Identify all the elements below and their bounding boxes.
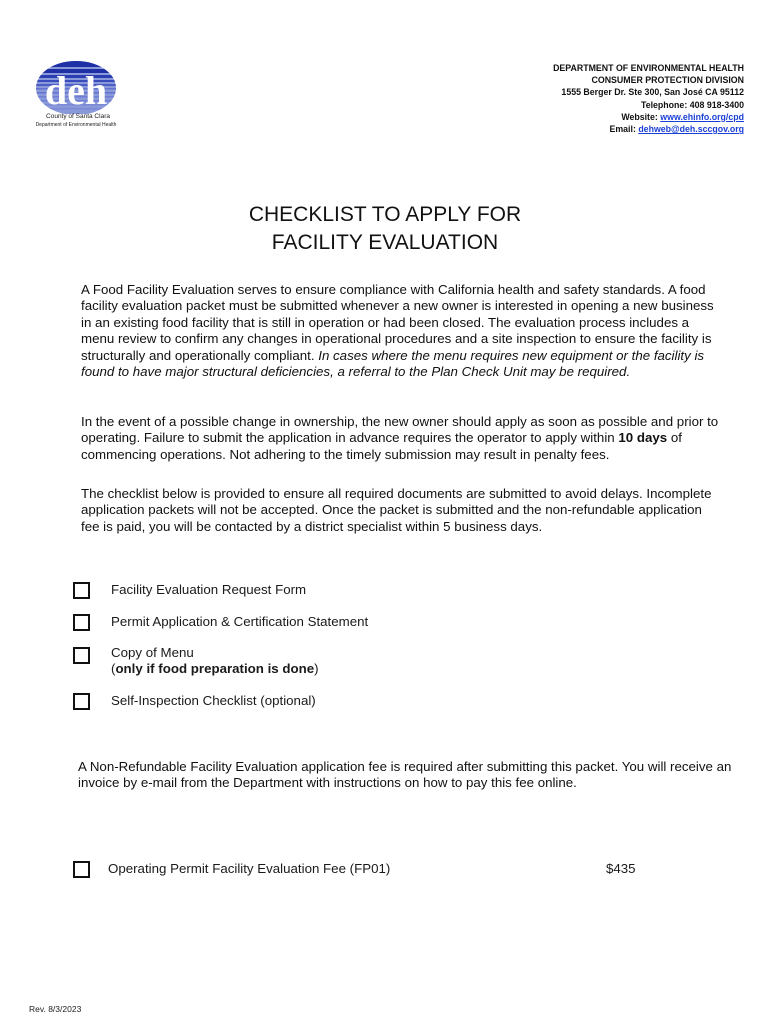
- division-name: CONSUMER PROTECTION DIVISION: [591, 75, 744, 86]
- intro-text: A Food Facility Evaluation serves to ensure compliance with California health and safety standards. A food facility evaluation packet must be submitted whenever a new owner is interested in opening a new business in an existing food facility that is still in operation or had been closed. The evaluation process includes a menu review to confirm any changes in operational procedures and a site inspection to ensure the facility is structurally and operationally compliant.: [81, 282, 714, 363]
- telephone: Telephone: 408 918-3400: [640, 99, 744, 110]
- note-bold-text: only if food preparation is done: [115, 661, 315, 677]
- ownership-text-after: of commencing operations. Not adhering to the timely submission may result in penalty fees.: [81, 430, 682, 462]
- website-label: Website:: [621, 111, 661, 122]
- checklist-note: [111, 661, 319, 677]
- checkbox[interactable]: [73, 582, 90, 599]
- ownership-paragraph: [81, 414, 721, 463]
- checklist-item: [73, 645, 319, 678]
- email-line: [553, 123, 744, 135]
- note-close-paren: ): [314, 661, 319, 677]
- title-line-2: FACILITY EVALUATION: [271, 231, 499, 254]
- checklist-item: [73, 582, 306, 599]
- revision-date: Rev. 8/3/2023: [29, 1004, 82, 1014]
- page-title: [0, 201, 770, 257]
- dept-name: DEPARTMENT OF ENVIRONMENTAL HEALTH: [553, 63, 744, 73]
- checkbox[interactable]: [73, 861, 90, 878]
- title-line-1: CHECKLIST TO APPLY FOR: [248, 203, 522, 226]
- checklist-intro-paragraph: The checklist below is provided to ensure all required documents are submitted to avoid delays. Incomplete application packets will not be accepted. Once the packet is submitted and the non-refundable application fee is paid, you will be contacted by a district specialist within 5 business days.: [81, 486, 712, 534]
- intro-paragraph: [81, 282, 721, 380]
- intro-italic-text: In cases where the menu requires new equipment or the facility is found to have major structural deficiencies, a referral to the Plan Check Unit may be required.: [81, 347, 705, 380]
- logo-letters: deh: [44, 68, 108, 113]
- checklist-item: [73, 693, 316, 710]
- checklist-label: Self-Inspection Checklist (optional): [111, 693, 316, 708]
- globe-logo-icon: [30, 58, 122, 114]
- checklist-item: [73, 614, 368, 631]
- logo-county-name: County of Santa Clara: [46, 113, 110, 120]
- checklist-label: Permit Application & Certification Statement: [111, 614, 369, 629]
- contact-block: [553, 62, 744, 135]
- email-label: Email:: [609, 124, 639, 135]
- checkbox[interactable]: [73, 614, 90, 631]
- website-line: [553, 111, 744, 123]
- checklist-label: Facility Evaluation Request Form: [111, 582, 307, 597]
- logo-dept-name: Department of Environmental Health: [35, 122, 117, 128]
- note-open-paren: (: [111, 661, 116, 677]
- ownership-text-before: In the event of a possible change in ownership, the new owner should apply as soon as possible and prior to operating. Failure to submit the application in advance requires the operator to apply within: [81, 414, 719, 446]
- fee-notice-paragraph: A Non-Refundable Facility Evaluation application fee is required after submitting this packet. You will receive an invoice by e-mail from the Department with instructions on how to pay this fee online.: [78, 759, 732, 791]
- fee-label: Operating Permit Facility Evaluation Fee (FP01): [108, 861, 391, 876]
- checklist-label: Copy of Menu: [111, 645, 194, 660]
- website-link[interactable]: www.ehinfo.org/cpd: [660, 111, 744, 122]
- ownership-bold-days: 10 days: [618, 430, 668, 446]
- checklist-label-block: [111, 645, 319, 678]
- checkbox[interactable]: [73, 647, 90, 664]
- address: 1555 Berger Dr. Ste 300, San José CA 95112: [561, 87, 744, 98]
- fee-amount: $435: [606, 861, 636, 876]
- email-link[interactable]: dehweb@deh.sccgov.org: [638, 124, 744, 135]
- checkbox[interactable]: [73, 693, 90, 710]
- deh-logo: [30, 58, 122, 134]
